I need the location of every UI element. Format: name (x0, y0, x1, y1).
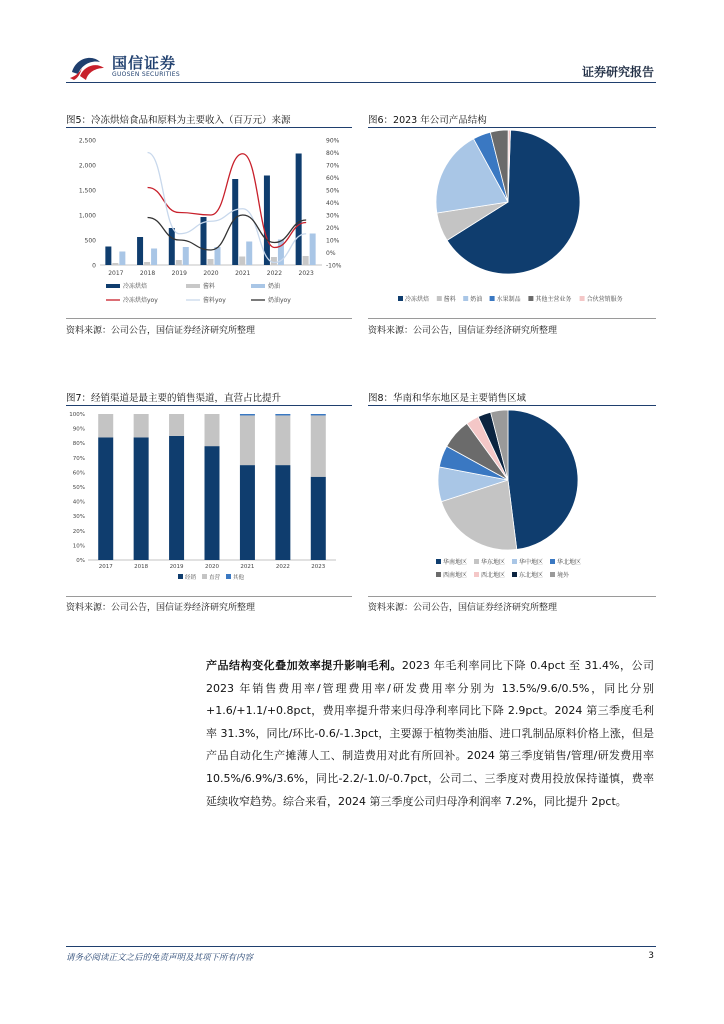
fig7-ytick-label: 70% (72, 455, 85, 462)
fig7-ytick-label: 20% (72, 528, 85, 535)
fig8-legend-label: 西南地区 (443, 572, 468, 579)
logo-cn-text: 国信证券 (112, 54, 177, 72)
fig5-bar-冷冻烘焙 (137, 237, 143, 265)
fig7-bar-经销 (311, 477, 326, 560)
fig6-legend-swatch (437, 296, 442, 301)
fig5-bar-奶油 (310, 234, 316, 266)
fig5-y2tick-label: 40% (326, 200, 340, 207)
fig6-legend-label: 奶油 (470, 296, 483, 303)
fig7-bar-直营 (240, 415, 255, 465)
fig5-source: 资料来源：公司公告，国信证券经济研究所整理 (66, 326, 256, 336)
fig5-ytick-label: 500 (84, 237, 96, 245)
fig5-bar-冷冻烘焙 (232, 179, 238, 265)
fig7-chart (66, 408, 356, 594)
fig7-title: 图7：经销渠道是最主要的销售渠道，直营占比提升 (66, 393, 282, 404)
fig7-legend-label: 直营 (209, 575, 221, 581)
fig7-ytick-label: 80% (72, 441, 85, 448)
report-type-label: 证券研究报告 (581, 65, 654, 79)
fig5-bar-酱料 (239, 257, 245, 266)
fig7-ytick-label: 90% (72, 426, 85, 433)
fig5-bar-冷冻烘焙 (201, 217, 207, 265)
fig5-bar-冷冻烘焙 (264, 176, 270, 266)
fig7-xtick-label: 2022 (275, 564, 290, 570)
analysis-body: 2023 年毛利率同比下降 0.4pct 至 31.4%，公司 2023 年销售费用率/管理费用率/研发费用率分别为 13.5%/9.6/0.5%，同比分别+1.6/+1.1/+0.8pct，费用率提升带来归母净利率同比下降 2.9pct。2024 第三季度毛利率 31.3%，同比/环比-0.6/-1.3pct，主要源于植物类油脂、进口乳制品原料价格上涨，但是产品自动化生产摊薄人工、制造费用对此有所回补。2024 第三季度销售/管理/研发费用率 10.5%/6.9%/3.6%，同比-2.2/-1.0/-0.7pct，公司二、三季度对费用投放保持谨慎，费率延续收窄趋势。综合来看，2024 第三季度公司归母净利润率 7.2%，同比提升 2pct。 (206, 659, 655, 808)
fig8-legend-label: 东北地区 (519, 572, 544, 579)
fig5-title-rule (66, 127, 352, 128)
fig5-bar-奶油 (215, 247, 221, 265)
fig8-legend-label: 西北地区 (481, 572, 506, 579)
fig7-bar-经销 (169, 436, 184, 560)
fig7-title-rule (66, 405, 352, 406)
fig5-bar-冷冻烘焙 (105, 247, 111, 266)
fig5-y2tick-label: 10% (326, 237, 340, 245)
fig5-xtick-label: 2019 (171, 270, 187, 277)
fig6-legend-label: 冷冻烘焙 (405, 296, 430, 303)
fig7-bar-其他 (275, 414, 290, 415)
fig7-bar-直营 (275, 415, 290, 465)
fig5-chart (66, 130, 356, 316)
fig5-y2tick-label: 20% (326, 225, 340, 232)
fig7-bar-经销 (205, 446, 220, 560)
fig8-legend-swatch (550, 572, 555, 577)
header-divider (66, 82, 656, 83)
fig8-slice-华南地区 (508, 410, 578, 549)
fig6-source: 资料来源：公司公告，国信证券经济研究所整理 (368, 326, 558, 336)
fig5-bar-冷冻烘焙 (296, 154, 302, 266)
fig6-legend-label: 其他主营业务 (535, 296, 572, 303)
fig8-legend-swatch (436, 559, 441, 564)
fig5-y2tick-label: 80% (326, 150, 340, 157)
fig8-chart (368, 408, 658, 594)
fig8-legend-label: 华中地区 (519, 559, 544, 566)
fig5-bar-酱料 (144, 262, 150, 265)
fig7-ytick-label: 60% (72, 470, 85, 477)
fig7-bar-经销 (275, 465, 290, 560)
fig6-title-rule (368, 127, 656, 128)
fig6-legend-label: 合伙营销服务 (586, 296, 623, 303)
logo-en-text: GUOSEN SECURITIES (112, 71, 181, 78)
fig7-bar-直营 (205, 414, 220, 446)
fig8-legend-swatch (474, 572, 479, 577)
fig5-y2tick-label: 50% (326, 187, 340, 195)
fig7-legend-swatch (202, 574, 207, 579)
fig7-legend-swatch (226, 574, 231, 579)
fig7-bar-经销 (98, 437, 113, 560)
fig5-legend-label: 冷冻烘焙 (123, 283, 148, 290)
fig5-bar-酱料 (208, 259, 214, 265)
fig5-bar-奶油 (151, 249, 157, 266)
fig5-xtick-label: 2022 (266, 270, 283, 277)
fig7-ytick-label: 50% (72, 485, 85, 491)
fig8-legend-label: 华北地区 (557, 559, 582, 566)
fig7-bar-其他 (311, 414, 326, 415)
fig5-bar-酱料 (112, 263, 118, 265)
fig5-legend-swatch (251, 284, 265, 288)
page-number: 3 (648, 951, 654, 961)
fig7-ytick-label: 40% (72, 499, 85, 506)
fig7-xtick-label: 2018 (134, 564, 149, 570)
fig5-y2tick-label: -10% (326, 262, 342, 270)
fig8-legend-swatch (474, 559, 479, 564)
fig7-bar-其他 (240, 414, 255, 415)
fig7-xtick-label: 2019 (169, 564, 184, 570)
fig8-legend-swatch (512, 559, 517, 564)
fig8-legend-swatch (550, 559, 555, 564)
fig5-ytick-label: 1,500 (78, 187, 96, 195)
fig5-bar-酱料 (303, 256, 309, 265)
fig5-legend-label: 奶油yoy (268, 297, 291, 304)
fig7-source-rule (66, 596, 352, 597)
fig5-legend-label: 酱料yoy (203, 297, 226, 304)
fig6-chart (368, 130, 658, 316)
fig7-bar-直营 (169, 414, 184, 436)
fig7-ytick-label: 10% (72, 543, 85, 550)
fig7-ytick-label: 0% (76, 558, 85, 564)
fig5-bar-酱料 (271, 257, 277, 265)
fig7-ytick-label: 100% (69, 412, 85, 418)
fig6-title: 图6：2023 年公司产品结构 (368, 115, 487, 126)
fig7-source: 资料来源：公司公告，国信证券经济研究所整理 (66, 603, 256, 613)
fig5-ytick-label: 0 (92, 262, 96, 270)
fig8-legend-label: 华东地区 (481, 559, 506, 566)
fig7-bar-经销 (134, 437, 149, 560)
fig5-y2tick-label: 60% (326, 175, 340, 182)
analysis-paragraph (206, 655, 654, 813)
fig5-y2tick-label: 70% (326, 162, 340, 170)
fig5-y2tick-label: 0% (326, 250, 336, 257)
fig8-legend-swatch (436, 572, 441, 577)
fig8-source: 资料来源：公司公告，国信证券经济研究所整理 (368, 603, 558, 613)
fig5-legend-swatch (186, 284, 200, 288)
fig5-xtick-label: 2023 (298, 270, 314, 277)
fig5-ytick-label: 2,000 (78, 162, 96, 170)
fig7-bar-直营 (98, 414, 113, 437)
fig5-xtick-label: 2020 (203, 270, 219, 277)
fig5-title: 图5：冷冻烘焙食品和原料为主要收入（百万元）来源 (66, 115, 291, 126)
fig5-legend-label: 酱料 (203, 283, 216, 290)
fig8-source-rule (368, 596, 656, 597)
fig7-legend-label: 经销 (185, 575, 197, 581)
fig7-xtick-label: 2020 (205, 564, 219, 570)
fig8-legend-swatch (512, 572, 517, 577)
fig5-xtick-label: 2017 (108, 270, 124, 277)
fig5-bar-冷冻烘焙 (169, 228, 175, 265)
fig6-legend-swatch (463, 296, 468, 301)
fig7-bar-直营 (311, 415, 326, 476)
fig8-title-rule (368, 405, 656, 406)
fig5-bar-酱料 (176, 260, 182, 265)
fig6-legend-swatch (580, 296, 585, 301)
fig5-bar-奶油 (183, 247, 189, 265)
fig5-source-rule (66, 318, 352, 319)
fig6-legend-swatch (398, 296, 403, 301)
fig8-legend-label: 境外 (557, 572, 570, 579)
fig8-title: 图8：华南和华东地区是主要销售区域 (368, 393, 527, 404)
fig7-legend-label: 其他 (233, 575, 245, 581)
fig7-xtick-label: 2021 (240, 564, 255, 570)
fig7-xtick-label: 2017 (98, 564, 113, 570)
fig5-legend-swatch (106, 284, 120, 288)
fig5-ytick-label: 1,000 (78, 212, 96, 220)
fig7-ytick-label: 30% (72, 514, 85, 521)
fig6-source-rule (368, 318, 656, 319)
fig5-y2tick-label: 90% (326, 137, 340, 145)
fig5-legend-label: 奶油 (268, 283, 281, 290)
fig5-legend-label: 冷冻烘焙yoy (123, 297, 158, 304)
fig5-bar-奶油 (246, 242, 252, 266)
fig8-legend-label: 华南地区 (443, 559, 468, 566)
analysis-heading: 产品结构变化叠加效率提升影响毛利。 (206, 659, 402, 672)
fig5-xtick-label: 2018 (139, 270, 156, 277)
fig5-xtick-label: 2021 (235, 270, 251, 277)
fig5-bar-奶油 (119, 252, 125, 266)
fig7-bar-经销 (240, 465, 255, 560)
footer-divider (66, 946, 656, 947)
fig7-legend-swatch (178, 574, 183, 579)
fig7-bar-直营 (134, 414, 149, 437)
fig5-ytick-label: 2,500 (78, 137, 96, 145)
fig5-y2tick-label: 30% (326, 212, 340, 220)
fig6-legend-label: 酱料 (443, 296, 456, 303)
disclaimer-note: 请务必阅读正文之后的免责声明及其项下所有内容 (66, 953, 254, 963)
fig7-xtick-label: 2023 (311, 564, 326, 570)
fig6-legend-swatch (490, 296, 495, 301)
fig6-legend-swatch (528, 296, 533, 301)
fig6-legend-label: 水果制品 (496, 296, 521, 303)
